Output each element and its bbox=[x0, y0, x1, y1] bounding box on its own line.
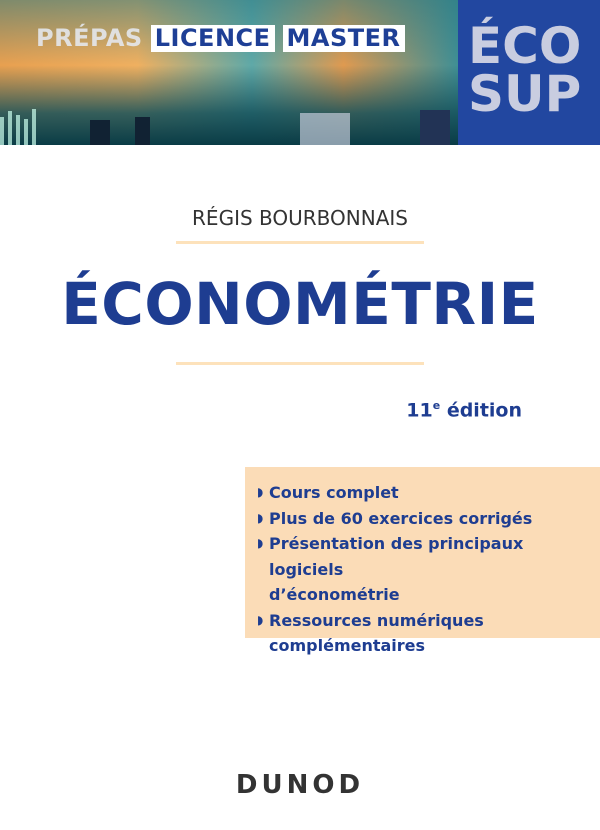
feature-item bbox=[257, 480, 600, 506]
edition-text: édition bbox=[440, 399, 522, 422]
edition-label bbox=[406, 399, 522, 421]
book-title: ÉCONOMÉTRIE bbox=[61, 270, 539, 338]
feature-text: Plus de 60 exercices corrigés bbox=[269, 508, 533, 528]
edition-suffix: e bbox=[432, 399, 441, 412]
author-name: RÉGIS BOURBONNAIS bbox=[192, 206, 408, 230]
tag-master: MASTER bbox=[283, 25, 405, 52]
bullet-icon: ◗ bbox=[257, 485, 264, 499]
tag-licence: LICENCE bbox=[151, 25, 275, 52]
bullet-icon: ◗ bbox=[257, 612, 264, 627]
features-box bbox=[245, 467, 600, 655]
feature-item bbox=[257, 531, 600, 608]
publisher-logo: DUNOD bbox=[235, 770, 365, 800]
series-sup: SUP bbox=[468, 65, 582, 123]
level-tags bbox=[36, 24, 405, 52]
bullet-icon: ◗ bbox=[257, 536, 264, 550]
series-logo bbox=[458, 0, 600, 145]
edition-number: 11 bbox=[406, 399, 433, 422]
bullet-icon: ◗ bbox=[257, 510, 264, 525]
feature-item bbox=[257, 608, 600, 659]
tag-prepas: PRÉPAS bbox=[36, 24, 143, 52]
divider-bottom bbox=[176, 362, 424, 365]
series-eco: ÉCO bbox=[468, 17, 582, 75]
feature-text: complémentaires bbox=[269, 636, 426, 655]
divider-top bbox=[176, 241, 424, 244]
feature-text: Présentation des principaux logiciels bbox=[269, 534, 524, 579]
feature-text: Ressources numériques bbox=[269, 610, 484, 630]
feature-item bbox=[257, 506, 600, 532]
feature-text: Cours complet bbox=[269, 483, 399, 502]
city-skyline-graphic bbox=[0, 105, 458, 145]
cover-banner-image bbox=[0, 0, 458, 145]
feature-text: d’économétrie bbox=[269, 585, 400, 604]
